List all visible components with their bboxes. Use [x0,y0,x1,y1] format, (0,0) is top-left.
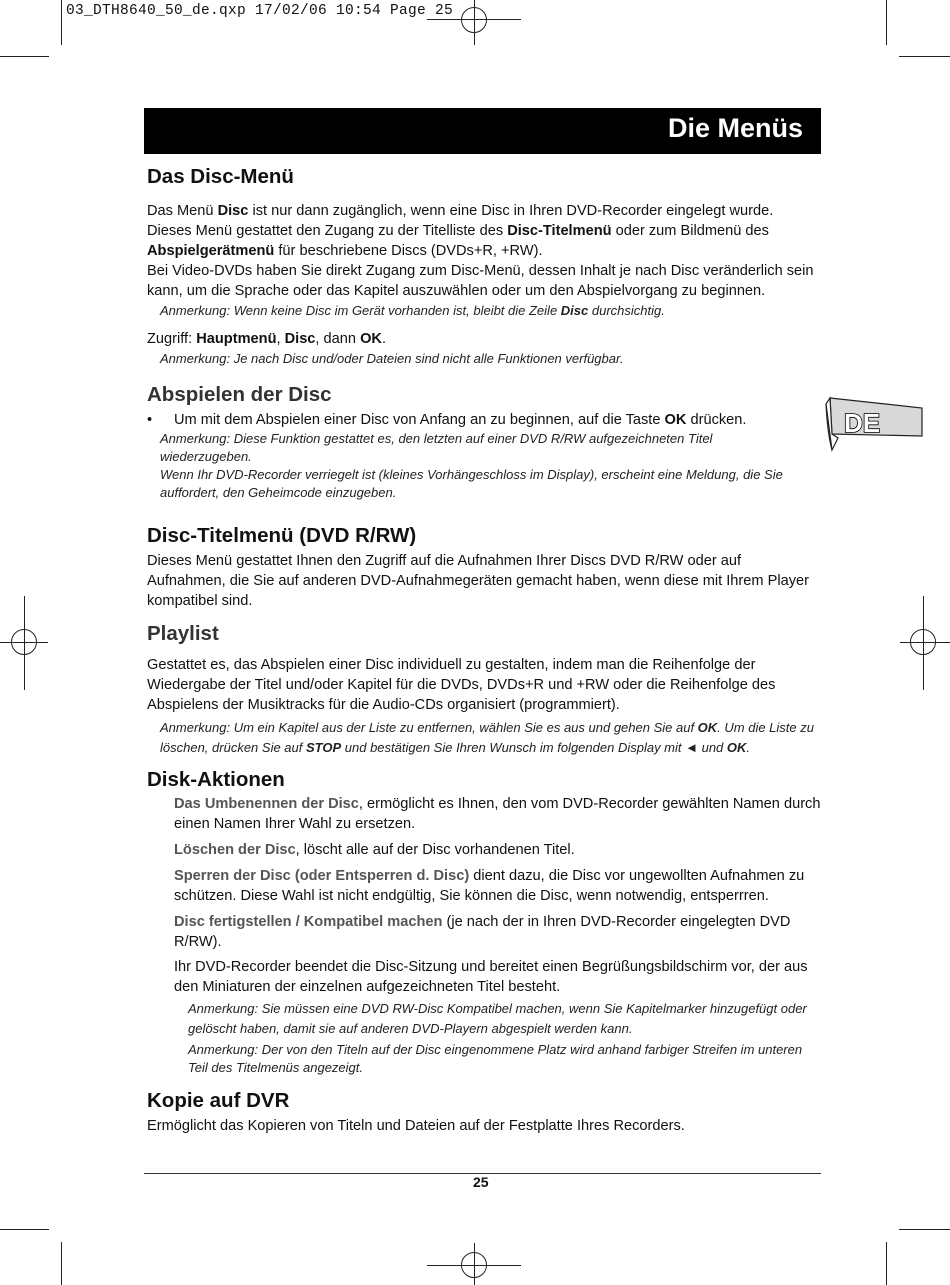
crop-mark [899,56,950,57]
registration-circle [461,1252,487,1278]
print-slug: 03_DTH8640_50_de.qxp 17/02/06 10:54 Page 25 [66,3,454,19]
registration-circle [461,7,487,33]
crop-mark [886,1242,887,1285]
note: Anmerkung: Wenn keine Disc im Gerät vorhanden ist, bleibt die Zeile Disc durchsichtig. [160,303,665,318]
paragraph: Ermöglicht das Kopieren von Titeln und Dateien auf der Festplatte Ihres Recorders. [147,1118,685,1134]
crop-mark [886,0,887,45]
crop-mark [899,1229,950,1230]
registration-circle [910,629,936,655]
section-title-disc-actions: Disk-Aktionen [147,768,285,791]
access-path: Zugriff: Hauptmenü, Disc, dann OK. [147,331,387,347]
list-item: Das Umbenennen der Disc, ermöglicht es Ihnen, den vom DVD-Recorder gewählten Namen durch einen Namen Ihrer Wahl zu ersetzen. [174,796,821,832]
paragraph: Gestattet es, das Abspielen einer Disc individuell zu gestalten, indem man die Reihenfolge der Wiedergabe der Titel und/oder Kapitel für die DVDs, DVDs+R und +RW oder die Reihenfolge des Abspielens der Musiktracks für die Audio-CDs organisiert (programmiert). [147,657,776,713]
registration-circle [11,629,37,655]
note: Anmerkung: Der von den Titeln auf der Disc eingenommene Platz wird anhand farbiger Streifen im unteren Teil des Titelmenüs angezeigt. [188,1042,803,1075]
note: Anmerkung: Je nach Disc und/oder Dateien sind nicht alle Funktionen verfügbar. [160,351,624,366]
crop-mark [61,0,62,45]
list-item: Sperren der Disc (oder Entsperren d. Disc) dient dazu, die Disc vor ungewollten Aufnahmen zu schützen. Diese Wahl ist nicht endgültig, Sie können die Disc, wenn notwendig, entsperrren. [174,868,805,904]
page-number: 25 [473,1174,489,1190]
language-tab [824,394,928,454]
section-title-playback: Abspielen der Disc [147,383,332,406]
paragraph: Ihr DVD-Recorder beendet die Disc-Sitzung und bereitet einen Begrüßungsbildschirm vor, der aus den Miniaturen der einzelnen aufgezeichneten Titel besteht. [174,959,808,995]
crop-mark [61,1242,62,1285]
section-title-playlist: Playlist [147,622,219,645]
list-item: • Um mit dem Abspielen einer Disc von Anfang an zu beginnen, auf die Taste OK drücken. [147,412,747,428]
list-item: Löschen der Disc, löscht alle auf der Disc vorhandenen Titel. [174,842,575,858]
disc-actions-list [147,794,822,1077]
section-title-disc-title-menu: Disc-Titelmenü (DVD R/RW) [147,524,417,547]
paragraph: Abspielgerätmenü für beschriebene Discs (DVDs+R, +RW). [147,243,543,259]
paragraph: Das Menü Disc ist nur dann zugänglich, wenn eine Disc in Ihren DVD-Recorder eingelegt wurde. [147,203,774,219]
crop-mark [0,56,49,57]
page-title: Die Menüs [667,113,803,143]
note: Anmerkung: Diese Funktion gestattet es, den letzten auf einer DVD R/RW aufgezeichneten Titel wiederzugeben. [160,431,713,464]
note: Wenn Ihr DVD-Recorder verriegelt ist (kleines Vorhängeschloss im Display), erscheint eine Meldung, die Sie auffordert, den Geheimcode einzugeben. [160,467,783,500]
note: Anmerkung: Sie müssen eine DVD RW-Disc Kompatibel machen, wenn Sie Kapitelmarker hinzugefügt oder gelöscht haben, damit sie auf anderen DVD-Playern abgespielt werden kann. [188,1001,807,1036]
section-title-disc-menu: Das Disc-Menü [147,165,294,188]
paragraph: Bei Video-DVDs haben Sie direkt Zugang zum Disc-Menü, dessen Inhalt je nach Disc veränderlich sein kann, um die Sprache oder das Kapitel auszuwählen oder um den Abspielvorgang zu beginnen. [147,263,814,299]
bullet: • [147,412,153,428]
section-title-copy-dvr: Kopie auf DVR [147,1089,290,1112]
list-item: Disc fertigstellen / Kompatibel machen (je nach der in Ihren DVD-Recorder eingelegten DVD R/RW). [174,914,791,950]
language-tab-label: DE [844,408,881,438]
page-content [147,163,822,1136]
paragraph: Dieses Menü gestattet den Zugang zu der Titelliste des Disc-Titelmenü oder zum Bildmenü des [147,223,769,239]
note: Anmerkung: Um ein Kapitel aus der Liste zu entfernen, wählen Sie es aus und gehen Sie auf OK. Um die Liste zu löschen, drücken Sie auf STOP und bestätigen Sie Ihren Wunsch im folgenden Display mit ◄ und OK. [160,720,814,755]
paragraph: Dieses Menü gestattet Ihnen den Zugriff auf die Aufnahmen Ihrer Discs DVD R/RW oder auf Aufnahmen, die Sie auf anderen DVD-Aufnahmegeräten gemacht haben, wenn diese mit Ihrem Player kompatibel sind. [147,553,809,609]
crop-mark [0,1229,49,1230]
header-bar [144,108,821,154]
